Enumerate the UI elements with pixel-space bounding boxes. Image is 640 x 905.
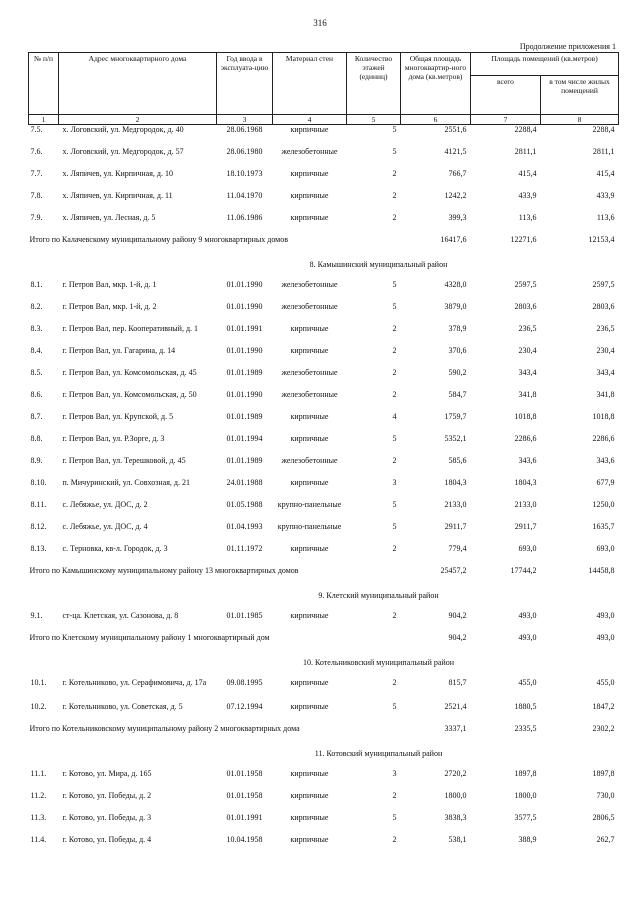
row-number: 7.5. [30, 125, 43, 134]
table-row [29, 169, 619, 191]
row-premises-living: 2288,4 [592, 125, 615, 134]
table-row [29, 702, 619, 724]
table-row [29, 611, 619, 633]
row-premises-living: 1635,7 [592, 522, 615, 531]
row-floors: 4 [392, 412, 397, 421]
header-walls: Материал стен [273, 53, 347, 115]
table-row [29, 280, 619, 302]
section-heading-row [29, 590, 619, 611]
row-floors: 5 [392, 280, 397, 289]
row-floors: 2 [392, 611, 397, 620]
row-address: х. Ляпичев, ул. Кирпичная, д. 11 [62, 191, 173, 200]
row-premises-living: 343,6 [596, 456, 615, 465]
row-year: 01.01.1990 [226, 302, 263, 311]
row-premises-all: 693,0 [518, 544, 537, 553]
table-row [29, 213, 619, 235]
row-wall-material: железобетонные [281, 280, 338, 289]
row-premises-all: 343,4 [518, 368, 537, 377]
row-year: 11.04.1970 [226, 191, 263, 200]
row-premises-living: 455,0 [596, 678, 615, 687]
row-year: 07.12.1994 [226, 702, 263, 711]
total-premises-all: 12271,6 [510, 235, 537, 244]
total-label: Итого по Клетскому муниципальному району 1 многоквартирный дом [29, 633, 270, 642]
total-premises-living: 14458,8 [588, 566, 615, 575]
row-year: 01.01.1990 [226, 280, 263, 289]
row-premises-living: 2806,5 [592, 813, 615, 822]
row-wall-material: кирпичные [290, 213, 329, 222]
row-address: г. Котово, ул. Мира, д. 165 [62, 769, 152, 778]
row-premises-all: 2597,5 [514, 280, 537, 289]
row-floors: 2 [392, 835, 397, 844]
table-row [29, 324, 619, 346]
row-premises-all: 1800,0 [514, 791, 537, 800]
row-total-area: 3838,3 [444, 813, 467, 822]
page-number: 316 [313, 18, 327, 28]
row-year: 11.06.1986 [226, 213, 263, 222]
row-premises-all: 2911,7 [514, 522, 537, 531]
row-wall-material: кирпичные [290, 324, 329, 333]
row-address: г. Котово, ул. Победы, д. 2 [62, 791, 152, 800]
row-premises-living: 1250,0 [592, 500, 615, 509]
table-body [29, 125, 619, 858]
row-number: 8.9. [30, 456, 43, 465]
total-premises-all: 493,0 [518, 633, 537, 642]
row-address: г. Котельниково, ул. Советская, д. 5 [62, 702, 183, 711]
row-premises-living: 415,4 [596, 169, 615, 178]
row-year: 24.01.1988 [226, 478, 263, 487]
row-premises-living: 2597,5 [592, 280, 615, 289]
row-year: 01.01.1989 [226, 456, 263, 465]
row-year: 01.01.1985 [226, 611, 263, 620]
table-row [29, 125, 619, 148]
row-total-area: 815,7 [448, 678, 467, 687]
row-year: 09.08.1995 [226, 678, 263, 687]
row-number: 8.8. [30, 434, 43, 443]
row-floors: 5 [392, 813, 397, 822]
row-total-area: 2133,0 [444, 500, 467, 509]
header-floors: Количество этажей (единиц) [347, 53, 401, 115]
row-total-area: 378,9 [448, 324, 467, 333]
header-total-area: Общая площадь многоквартир-ного дома (кв.метров) [401, 53, 471, 115]
row-total-area: 766,7 [448, 169, 467, 178]
section-heading: 10. Котельниковский муниципальный район [302, 658, 455, 667]
row-wall-material: кирпичные [290, 544, 329, 553]
row-total-area: 5352,1 [444, 434, 467, 443]
row-year: 10.04.1958 [226, 835, 263, 844]
row-premises-living: 113,6 [596, 213, 615, 222]
col-number: 7 [471, 115, 541, 125]
row-address: г. Котельниково, ул. Серафимовича, д. 17а [62, 678, 207, 687]
row-premises-all: 341,8 [518, 390, 537, 399]
row-premises-all: 455,0 [518, 678, 537, 687]
table-row [29, 147, 619, 169]
row-total-area: 370,6 [448, 346, 467, 355]
row-address: г. Петров Вал, ул. Гагарина, д. 14 [62, 346, 176, 355]
row-year: 01.01.1989 [226, 412, 263, 421]
col-number: 6 [401, 115, 471, 125]
row-wall-material: кирпичные [290, 702, 329, 711]
row-wall-material: кирпичные [290, 478, 329, 487]
row-wall-material: кирпичные [290, 791, 329, 800]
row-floors: 2 [392, 390, 397, 399]
row-address: г. Петров Вал, ул. Терешковой, д. 45 [62, 456, 186, 465]
row-number: 11.3. [30, 813, 47, 822]
row-floors: 2 [392, 324, 397, 333]
header-premises: Площадь помещений (кв.метров) [471, 53, 619, 76]
row-year: 01.01.1989 [226, 368, 263, 377]
row-total-area: 585,6 [448, 456, 467, 465]
total-premises-all: 17744,2 [510, 566, 537, 575]
row-premises-living: 693,0 [596, 544, 615, 553]
total-area: 16417,6 [440, 235, 467, 244]
row-address: г. Петров Вал, ул. Комсомольская, д. 45 [62, 368, 197, 377]
table-row [29, 346, 619, 368]
row-wall-material: крупно-панельные [277, 500, 342, 509]
header-year: Год ввода в эксплуата-цию [217, 53, 273, 115]
row-premises-all: 113,6 [518, 213, 537, 222]
continuation-note: Продолжение приложения 1 [519, 42, 616, 51]
row-year: 01.05.1988 [226, 500, 263, 509]
header-address: Адрес многоквартирного дома [59, 53, 217, 115]
row-number: 8.12. [30, 522, 47, 531]
row-floors: 2 [392, 346, 397, 355]
total-label: Итого по Камышинскому муниципальному району 13 многоквартирных домов [29, 566, 299, 575]
row-wall-material: кирпичные [290, 835, 329, 844]
row-premises-all: 493,0 [518, 611, 537, 620]
row-address: с. Лебяжье, ул. ДОС, д. 4 [62, 522, 148, 531]
row-address: г. Петров Вал, ул. Р.Зорге, д. 3 [62, 434, 165, 443]
col-number: 3 [217, 115, 273, 125]
table-row [29, 456, 619, 478]
total-area: 25457,2 [440, 566, 467, 575]
row-floors: 2 [392, 678, 397, 687]
row-address: п. Мичуринский, ул. Совхозная, д. 21 [62, 478, 190, 487]
table-row [29, 835, 619, 857]
row-premises-all: 2803,6 [514, 302, 537, 311]
row-premises-all: 1804,3 [514, 478, 537, 487]
row-premises-living: 262,7 [596, 835, 615, 844]
header-all: всего [471, 76, 541, 115]
row-premises-all: 2288,4 [514, 125, 537, 134]
row-total-area: 4328,0 [444, 280, 467, 289]
table-row [29, 678, 619, 702]
row-premises-living: 230,4 [596, 346, 615, 355]
row-number: 8.1. [30, 280, 43, 289]
total-premises-living: 12153,4 [588, 235, 615, 244]
row-address: х. Логовский, ул. Медгородок, д. 57 [62, 147, 184, 156]
row-number: 11.1. [30, 769, 47, 778]
row-premises-living: 1018,8 [592, 412, 615, 421]
row-year: 01.01.1990 [226, 346, 263, 355]
row-premises-living: 1847,2 [592, 702, 615, 711]
row-total-area: 1804,3 [444, 478, 467, 487]
total-row [29, 724, 619, 748]
row-address: г. Котово, ул. Победы, д. 4 [62, 835, 152, 844]
row-address: х. Логовский, ул. Медгородок, д. 40 [62, 125, 184, 134]
row-total-area: 2551,6 [444, 125, 467, 134]
header-living: в том числе жилых помещений [541, 76, 619, 115]
empty-cell [29, 590, 217, 611]
row-wall-material: железобетонные [281, 302, 338, 311]
row-total-area: 2521,4 [444, 702, 467, 711]
row-floors: 2 [392, 544, 397, 553]
row-number: 7.8. [30, 191, 43, 200]
section-heading: 11. Котовский муниципальный район [314, 749, 443, 758]
row-address: с. Лебяжье, ул. ДОС, д. 2 [62, 500, 148, 509]
total-area: 3337,1 [444, 724, 467, 733]
table-row [29, 478, 619, 500]
total-premises-living: 493,0 [596, 633, 615, 642]
row-year: 01.01.1991 [226, 324, 263, 333]
row-premises-living: 341,8 [596, 390, 615, 399]
row-address: х. Ляпичев, ул. Кирпичная, д. 10 [62, 169, 173, 178]
table-row [29, 412, 619, 434]
row-total-area: 399,3 [448, 213, 467, 222]
row-total-area: 1242,2 [444, 191, 467, 200]
row-year: 01.01.1991 [226, 813, 263, 822]
row-premises-all: 230,4 [518, 346, 537, 355]
row-wall-material: кирпичные [290, 169, 329, 178]
total-premises-living: 2302,2 [592, 724, 615, 733]
row-floors: 5 [392, 147, 397, 156]
row-wall-material: кирпичные [290, 434, 329, 443]
row-number: 11.4. [30, 835, 47, 844]
row-wall-material: кирпичные [290, 191, 329, 200]
row-premises-all: 2133,0 [514, 500, 537, 509]
row-floors: 3 [392, 478, 397, 487]
empty-cell [541, 748, 619, 769]
row-floors: 5 [392, 500, 397, 509]
empty-cell [541, 590, 619, 611]
section-heading-row [29, 657, 619, 678]
row-premises-living: 677,9 [596, 478, 615, 487]
row-number: 8.6. [30, 390, 43, 399]
section-heading: 8. Камышинский муниципальный район [309, 260, 448, 269]
row-floors: 2 [392, 191, 397, 200]
section-heading-row [29, 748, 619, 769]
row-year: 18.10.1973 [226, 169, 263, 178]
row-floors: 3 [392, 769, 397, 778]
housing-table [28, 52, 619, 857]
row-number: 7.6. [30, 147, 43, 156]
row-address: г. Петров Вал, мкр. 1-й, д. 2 [62, 302, 157, 311]
row-total-area: 904,2 [448, 611, 467, 620]
row-floors: 2 [392, 791, 397, 800]
row-total-area: 4121,5 [444, 147, 467, 156]
row-wall-material: кирпичные [290, 611, 329, 620]
empty-cell [541, 259, 619, 280]
row-total-area: 2911,7 [444, 522, 467, 531]
row-wall-material: крупно-панельные [277, 522, 342, 531]
row-premises-all: 2286,6 [514, 434, 537, 443]
table-row [29, 390, 619, 412]
row-address: г. Котово, ул. Победы, д. 3 [62, 813, 152, 822]
row-floors: 2 [392, 456, 397, 465]
row-premises-living: 730,0 [596, 791, 615, 800]
row-number: 9.1. [30, 611, 43, 620]
row-premises-all: 236,5 [518, 324, 537, 333]
row-year: 01.01.1994 [226, 434, 263, 443]
row-number: 8.5. [30, 368, 43, 377]
row-total-area: 1759,7 [444, 412, 467, 421]
row-total-area: 584,7 [448, 390, 467, 399]
row-premises-all: 343,6 [518, 456, 537, 465]
total-row [29, 566, 619, 590]
table-row [29, 522, 619, 544]
row-premises-living: 1897,8 [592, 769, 615, 778]
row-total-area: 2720,2 [444, 769, 467, 778]
row-year: 01.01.1990 [226, 390, 263, 399]
row-floors: 5 [392, 522, 397, 531]
col-number: 1 [29, 115, 59, 125]
row-wall-material: кирпичные [290, 412, 329, 421]
row-total-area: 1800,0 [444, 791, 467, 800]
empty-cell [29, 657, 217, 678]
total-premises-all: 2335,5 [514, 724, 537, 733]
col-number: 8 [541, 115, 619, 125]
row-address: г. Петров Вал, ул. Комсомольская, д. 50 [62, 390, 197, 399]
row-premises-all: 388,9 [518, 835, 537, 844]
table-row [29, 813, 619, 835]
row-number: 8.3. [30, 324, 43, 333]
row-year: 28.06.1968 [226, 125, 263, 134]
row-total-area: 590,2 [448, 368, 467, 377]
empty-cell [29, 748, 217, 769]
row-year: 01.01.1958 [226, 791, 263, 800]
total-row [29, 633, 619, 657]
col-number: 5 [347, 115, 401, 125]
total-label: Итого по Калачевскому муниципальному району 9 многоквартирных домов [29, 235, 289, 244]
table-row [29, 302, 619, 324]
col-number: 4 [273, 115, 347, 125]
row-premises-all: 2811,1 [514, 147, 537, 156]
table-row [29, 434, 619, 456]
table-row [29, 791, 619, 813]
row-number: 7.7. [30, 169, 43, 178]
row-address: с. Терновка, кв-л. Городок, д. 3 [62, 544, 168, 553]
row-floors: 5 [392, 434, 397, 443]
row-total-area: 3879,0 [444, 302, 467, 311]
table-row [29, 769, 619, 791]
row-number: 8.4. [30, 346, 43, 355]
section-heading: 9. Клетский муниципальный район [318, 591, 439, 600]
row-year: 28.06.1980 [226, 147, 263, 156]
row-total-area: 779,4 [448, 544, 467, 553]
row-wall-material: кирпичные [290, 769, 329, 778]
row-premises-living: 433,9 [596, 191, 615, 200]
row-address: г. Петров Вал, пер. Кооперативный, д. 1 [62, 324, 199, 333]
row-wall-material: железобетонные [281, 390, 338, 399]
row-premises-all: 1018,8 [514, 412, 537, 421]
row-premises-all: 415,4 [518, 169, 537, 178]
row-year: 01.11.1972 [226, 544, 263, 553]
total-row [29, 235, 619, 259]
row-premises-living: 493,0 [596, 611, 615, 620]
row-premises-all: 433,9 [518, 191, 537, 200]
total-area: 904,2 [448, 633, 467, 642]
row-wall-material: железобетонные [281, 147, 338, 156]
table-row [29, 191, 619, 213]
row-number: 10.2. [30, 702, 47, 711]
row-number: 8.11. [30, 500, 47, 509]
row-address: х. Ляпичев, ул. Лесная, д. 5 [62, 213, 156, 222]
row-floors: 5 [392, 702, 397, 711]
row-year: 01.04.1993 [226, 522, 263, 531]
row-floors: 5 [392, 125, 397, 134]
row-premises-living: 2803,6 [592, 302, 615, 311]
row-wall-material: кирпичные [290, 125, 329, 134]
row-wall-material: железобетонные [281, 368, 338, 377]
table-row [29, 500, 619, 522]
row-premises-living: 2811,1 [592, 147, 615, 156]
empty-cell [541, 657, 619, 678]
row-year: 01.01.1958 [226, 769, 263, 778]
section-heading-row [29, 259, 619, 280]
row-number: 8.2. [30, 302, 43, 311]
row-number: 8.13. [30, 544, 47, 553]
row-premises-all: 1897,8 [514, 769, 537, 778]
row-floors: 2 [392, 368, 397, 377]
row-floors: 5 [392, 302, 397, 311]
row-number: 8.7. [30, 412, 43, 421]
row-premises-living: 343,4 [596, 368, 615, 377]
row-floors: 2 [392, 213, 397, 222]
row-wall-material: кирпичные [290, 813, 329, 822]
row-premises-all: 3577,5 [514, 813, 537, 822]
row-premises-living: 2286,6 [592, 434, 615, 443]
row-premises-living: 236,5 [596, 324, 615, 333]
empty-cell [29, 259, 217, 280]
row-address: ст-ца. Клетская, ул. Сазонова, д. 8 [62, 611, 179, 620]
row-total-area: 538,1 [448, 835, 467, 844]
table-row [29, 544, 619, 566]
row-number: 8.10. [30, 478, 47, 487]
header-num: № п/п [29, 53, 59, 115]
row-number: 10.1. [30, 678, 47, 687]
row-address: г. Петров Вал, мкр. 1-й, д. 1 [62, 280, 157, 289]
row-premises-all: 1880,5 [514, 702, 537, 711]
row-number: 7.9. [30, 213, 43, 222]
row-address: г. Петров Вал, ул. Крупской, д. 5 [62, 412, 174, 421]
row-wall-material: кирпичные [290, 346, 329, 355]
row-wall-material: железобетонные [281, 456, 338, 465]
row-number: 11.2. [30, 791, 47, 800]
table-row [29, 368, 619, 390]
row-floors: 2 [392, 169, 397, 178]
total-label: Итого по Котельниковскому муниципальному району 2 многоквартирных дома [29, 724, 300, 733]
col-number: 2 [59, 115, 217, 125]
row-wall-material: кирпичные [290, 678, 329, 687]
